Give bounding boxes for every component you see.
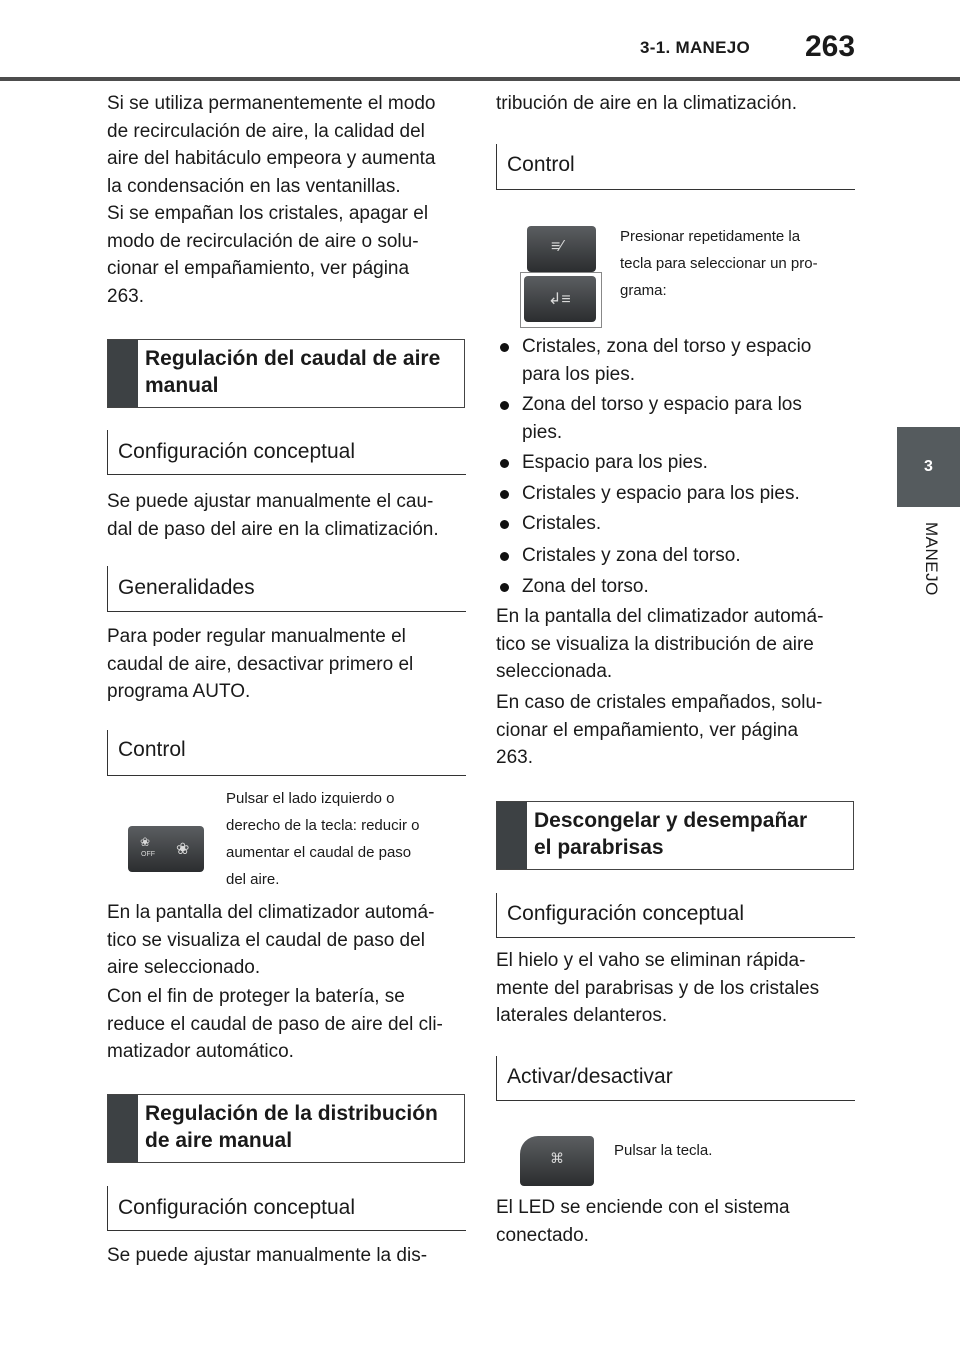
list-item: Cristales y espacio para los pies. — [522, 480, 800, 508]
left-paragraph-7: Se puede ajustar manualmente la dis- — [107, 1245, 428, 1266]
right-paragraph-5: El LED se enciende con el sistema conectado. — [496, 1197, 790, 1246]
list-item: Cristales. — [522, 510, 601, 538]
header-rule — [0, 77, 960, 81]
chapter-label: MANEJO — [922, 522, 941, 596]
right-paragraph-3: En caso de cristales empañados, solu- cionar el empañamiento, ver página 263. — [496, 692, 823, 768]
fan-control-note: Pulsar el lado izquierdo o derecho de la tecla: reducir o aumentar el caudal de paso del aire. — [226, 790, 420, 888]
list-item: Zona del torso. — [522, 573, 649, 601]
page-number: 263 — [805, 30, 856, 63]
right-paragraph-1: tribución de aire en la climatización. — [496, 93, 797, 114]
subheading-concept-2: Configuración conceptual — [107, 1186, 466, 1231]
windshield-defrost-button[interactable] — [520, 1136, 594, 1186]
subheading-control-left: Control — [107, 730, 466, 776]
left-paragraph-6: Con el fin de proteger la batería, se reduce el caudal de paso de aire del cli- matizador automático. — [107, 986, 443, 1062]
air-distribution-button-top[interactable] — [527, 226, 596, 272]
footwell-airflow-icon: ↲≡ — [548, 291, 571, 308]
list-item: Cristales, zona del torso y espacio para los pies. — [522, 333, 811, 388]
heading-box-air-flow: Regulación del caudal de aire manual — [107, 339, 465, 408]
left-paragraph-2: Si se empañan los cristales, apagar el modo de recirculación de aire o solu- cionar el empañamiento, ver página 263. — [107, 203, 429, 307]
subheading-concept-3: Configuración conceptual — [496, 893, 855, 938]
fan-speed-button[interactable] — [128, 826, 204, 872]
chapter-number: 3 — [924, 458, 933, 475]
left-paragraph-1: Si se utiliza permanentemente el modo de recirculación de aire, la calidad del aire del habitáculo empeora y aumenta la condensación en las ventanillas. — [107, 93, 436, 197]
defrost-press-note: Pulsar la tecla. — [614, 1142, 713, 1159]
subheading-concept-1: Configuración conceptual — [107, 430, 466, 475]
fan-large-icon: ❀ — [176, 841, 190, 858]
subheading-general: Generalidades — [107, 566, 466, 612]
left-paragraph-4: Para poder regular manualmente el caudal de aire, desactivar primero el programa AUTO. — [107, 626, 414, 702]
right-paragraph-2: En la pantalla del climatizador automá- tico se visualiza la distribución de aire seleccionada. — [496, 606, 824, 682]
distribution-control-note: Presionar repetidamente la tecla para seleccionar un pro- grama: — [620, 228, 818, 299]
heading-box-distribution: Regulación de la distribución de aire manual — [107, 1094, 465, 1163]
section-title: 3-1. MANEJO — [640, 38, 751, 57]
list-item: Zona del torso y espacio para los pies. — [522, 391, 802, 446]
left-paragraph-3: Se puede ajustar manualmente el cau- dal de paso del aire en la climatización. — [107, 491, 439, 540]
subheading-activate: Activar/desactivar — [496, 1056, 855, 1101]
defrost-icon: ⌘ — [550, 1150, 564, 1166]
subheading-control-right: Control — [496, 144, 855, 190]
chapter-tab — [897, 427, 960, 507]
list-item: Cristales y zona del torso. — [522, 542, 741, 570]
fan-small-icon: ❀ — [140, 835, 151, 849]
heading-box-defrost: Descongelar y desempañar el parabrisas — [496, 801, 854, 870]
fan-off-label: OFF — [141, 851, 155, 858]
windshield-airflow-icon: ≡⁄ — [551, 238, 564, 255]
air-distribution-button-bottom[interactable] — [524, 276, 596, 322]
right-paragraph-4: El hielo y el vaho se eliminan rápida- mente del parabrisas y de los cristales laterales delanteros. — [496, 950, 820, 1026]
left-paragraph-5: En la pantalla del climatizador automá- tico se visualiza el caudal de paso del aire seleccionado. — [107, 902, 435, 978]
list-item: Espacio para los pies. — [522, 449, 708, 477]
